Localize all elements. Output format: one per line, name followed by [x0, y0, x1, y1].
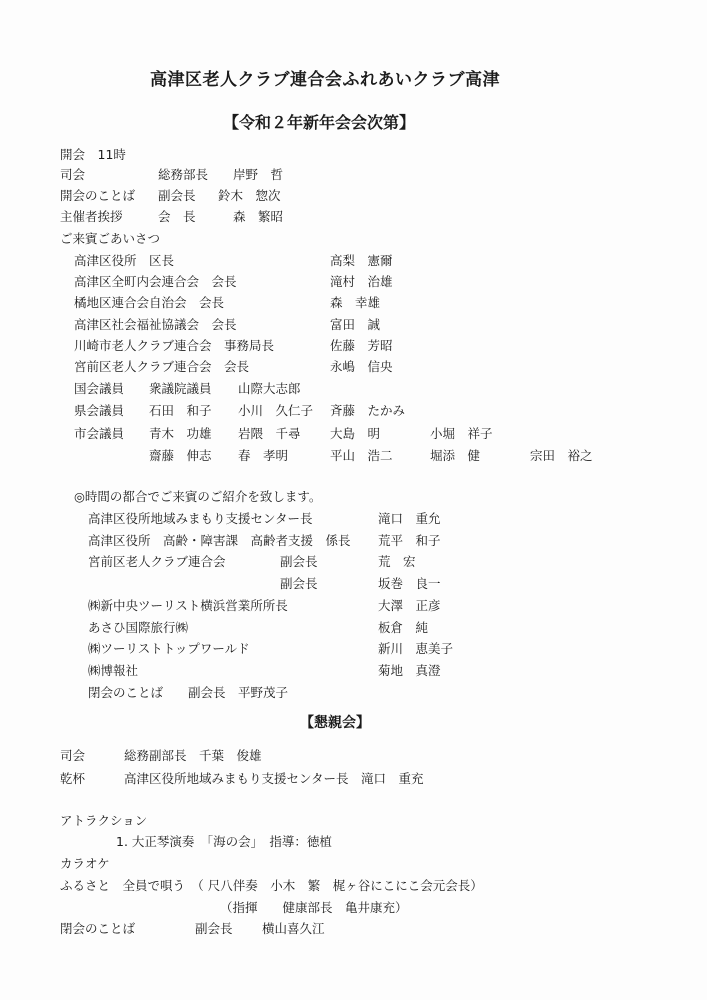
pref-name: 斉藤 たかみ — [330, 403, 406, 418]
city-name: 平山 浩二 — [330, 448, 393, 463]
guest-name: 永嶋 信央 — [330, 359, 393, 374]
party-mc-label: 司会 — [60, 748, 86, 763]
opening-words-name: 鈴木 惣次 — [218, 188, 281, 203]
mc-label: 司会 — [60, 167, 86, 182]
intro-name: 板倉 純 — [378, 620, 429, 635]
intro-name: 滝口 重允 — [378, 511, 441, 526]
city-name: 小堀 祥子 — [430, 426, 493, 441]
guest-org: 川崎市老人クラブ連合会 事務局長 — [74, 338, 275, 353]
city-name: 青木 功雄 — [149, 426, 212, 441]
toast-label: 乾杯 — [60, 771, 86, 786]
intro-org: ㈱新中央ツーリスト横浜営業所所長 — [88, 598, 288, 613]
mc-role: 総務部長 — [158, 167, 209, 182]
attraction-item: 1. 大正琴演奏 「海の会」 指導：徳植 — [116, 834, 332, 849]
guest-name: 佐藤 芳昭 — [330, 338, 393, 353]
intro-name: 大澤 正彦 — [378, 598, 441, 613]
opening-words-role: 副会長 — [158, 188, 196, 203]
diet-role: 衆議院議員 — [149, 381, 212, 396]
intro-org: 宮前区老人クラブ連合会 — [88, 554, 226, 569]
document-title: 高津区老人クラブ連合会ふれあいクラブ高津 — [150, 70, 500, 90]
pref-label: 県会議員 — [74, 403, 125, 418]
guest-org: 高津区役所 区長 — [74, 253, 175, 268]
intro-note: ◎時間の都合でご来賓のご紹介を致します。 — [74, 489, 322, 504]
city-name: 宗田 裕之 — [530, 448, 593, 463]
intro-org: あさひ国際旅行㈱ — [88, 620, 189, 635]
city-name: 堀添 健 — [430, 448, 481, 463]
guest-org: 宮前区老人クラブ連合会 会長 — [74, 359, 250, 374]
attraction-label: アトラクション — [60, 813, 148, 828]
host-greeting-role: 会 長 — [158, 209, 196, 224]
guest-name: 滝村 治雄 — [330, 274, 393, 289]
document-subtitle: 【令和２年新年会会次第】 — [223, 113, 416, 132]
intro-name: 荒 宏 — [378, 554, 416, 569]
diet-label: 国会議員 — [74, 381, 125, 396]
intro-role: 副会長 — [280, 576, 318, 591]
intro-name: 菊地 真澄 — [378, 663, 441, 678]
intro-name: 新川 恵美子 — [378, 641, 454, 656]
closing-words-2-label: 閉会のことば — [60, 921, 136, 936]
opening-words-label: 開会のことば — [60, 188, 136, 203]
guest-name: 富田 誠 — [330, 317, 381, 332]
guest-org: 高津区社会福祉協議会 会長 — [74, 317, 237, 332]
party-heading: 【懇親会】 — [300, 715, 370, 731]
guest-greeting-label: ご来賓ごあいさつ — [60, 231, 161, 246]
guest-org: 橘地区連合会自治会 会長 — [74, 295, 225, 310]
opening-line: 開会 11時 — [60, 147, 126, 162]
furusato-line-2: （指揮 健康部長 亀井康充） — [220, 900, 408, 915]
guest-name: 森 幸雄 — [330, 295, 381, 310]
karaoke-label: カラオケ — [60, 856, 110, 871]
diet-name: 山際大志郎 — [238, 381, 301, 396]
city-name: 大島 明 — [330, 426, 381, 441]
toast-text: 高津区役所地域みまもり支援センター長 滝口 重充 — [124, 771, 424, 786]
furusato-line-1: ふるさと 全員で唄う （ 尺八伴奏 小木 繁 梶ヶ谷にこにこ会元会長） — [60, 878, 483, 893]
intro-org: 高津区役所 高齢・障害課 高齢者支援 係長 — [88, 533, 351, 548]
intro-name: 坂巻 良一 — [378, 576, 441, 591]
guest-name: 高梨 憲爾 — [330, 253, 393, 268]
intro-org: ㈱ツーリストトップワールド — [88, 641, 250, 656]
pref-name: 石田 和子 — [149, 403, 212, 418]
closing-words-1: 閉会のことば 副会長 平野茂子 — [88, 685, 289, 700]
closing-words-2-name: 横山喜久江 — [262, 921, 325, 936]
intro-name: 荒平 和子 — [378, 533, 441, 548]
intro-role: 副会長 — [280, 554, 318, 569]
intro-org: 高津区役所地域みまもり支援センター長 — [88, 511, 313, 526]
closing-words-2-role: 副会長 — [195, 921, 233, 936]
guest-org: 高津区全町内会連合会 会長 — [74, 274, 237, 289]
mc-name: 岸野 哲 — [233, 167, 284, 182]
city-name: 春 孝明 — [238, 448, 289, 463]
city-name: 岩隈 千尋 — [238, 426, 301, 441]
party-mc-text: 総務副部長 千葉 俊雄 — [124, 748, 262, 763]
host-greeting-label: 主催者挨拶 — [60, 209, 123, 224]
intro-org: ㈱博報社 — [88, 663, 139, 678]
city-label: 市会議員 — [74, 426, 125, 441]
city-name: 齋藤 伸志 — [149, 448, 212, 463]
host-greeting-name: 森 繁昭 — [233, 209, 284, 224]
pref-name: 小川 久仁子 — [238, 403, 314, 418]
